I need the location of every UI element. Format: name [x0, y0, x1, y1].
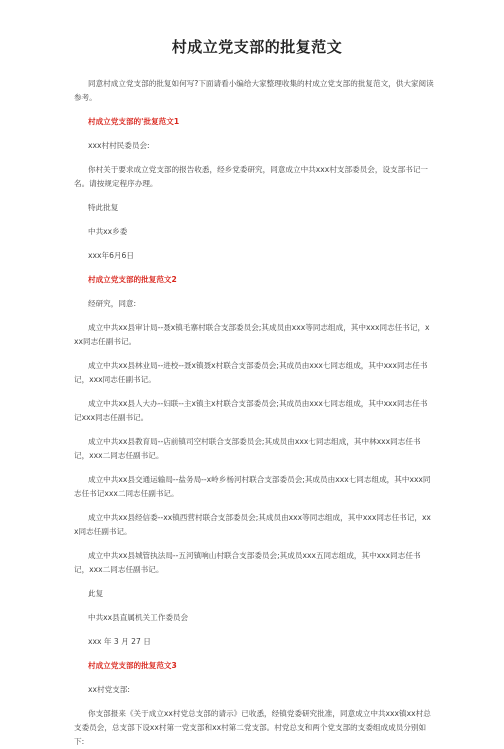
section-heading-1: 村成立党支部的'批复范文1: [88, 117, 180, 126]
paragraph: 中共xx县直属机关工作委员会: [88, 613, 189, 622]
paragraph: 成立中共xx县交通运输局--盐务局--x岭乡杨河村联合支部委员会;其成员由xxx七同志组成，其中xxx同志任书记xxx二同志任副书记。: [74, 475, 431, 498]
document-title: 村成立党支部的批复范文: [171, 38, 343, 56]
paragraph: xx村党支部:: [88, 685, 130, 694]
paragraph: 成立中共xx县教育局--店前镇司空村联合支部委员会;其成员由xxx七同志组成，其中林xxx同志任书记，xxx二同志任副书记。: [74, 437, 421, 460]
paragraph: 成立中共xx县城管执法局--五河镇响山村联合支部委员会;其成员xxx五同志组成，其中xxx同志任书记，xxx二同志任副书记。: [74, 551, 421, 574]
paragraph: 成立中共xx县审计局--聂x镇毛寨村联合支部委员会;其成员由xxx等同志组成，其中xxx同志任书记，xxx同志任副书记。: [74, 323, 430, 346]
paragraph: 特此批复: [88, 203, 119, 212]
paragraph: xxx年6月6日: [88, 251, 134, 260]
paragraph: 成立中共xx县人大办--妇联--主x镇主x村联合支部委员会;其成员由xxx七同志组成，其中xxx同志任书记xxx同志任副书记。: [74, 399, 428, 422]
paragraph: xxx 年 3 月 27 日: [88, 637, 151, 646]
paragraph: 成立中共xx县林业局--进校--聂x镇聂x村联合支部委员会;其成员由xxx七同志组成，其中xxx同志任书记，xxx同志任副书记。: [74, 361, 428, 384]
paragraph: 成立中共xx县经信委--xx镇西营村联合支部委员会;其成员由xxx等同志组成，其中xxx同志任书记，xxx同志任副书记。: [74, 513, 431, 536]
paragraph: 此复: [88, 589, 104, 598]
section-heading-3: 村成立党支部的批复范文3: [88, 661, 177, 670]
section-heading-2: 村成立党支部的批复范文2: [88, 275, 177, 284]
paragraph: xxx村村民委员会:: [88, 141, 150, 150]
paragraph: 经研究，同意:: [88, 299, 137, 308]
intro-paragraph: 同意村成立党支部的批复如何写?下面请看小编给大家整理收集的村成立党支部的批复范文，供大家阅读参考。: [74, 79, 434, 102]
paragraph: 中共xx乡委: [88, 227, 128, 236]
paragraph: 你村关于要求成立党支部的报告收悉，经乡党委研究，同意成立中共xxx村支部委员会，设支部书记一名。请按规定程序办理。: [74, 165, 429, 188]
paragraph: 你支部报来《关于成立xx村党总支部的请示》已收悉，经镇党委研究批准，同意成立中共xxx镇xx村总支委员会，总支部下设xx村第一党支部和xx村第二党支部。村党总支和两个党支部的支委组成成员分别如下:: [74, 709, 431, 746]
